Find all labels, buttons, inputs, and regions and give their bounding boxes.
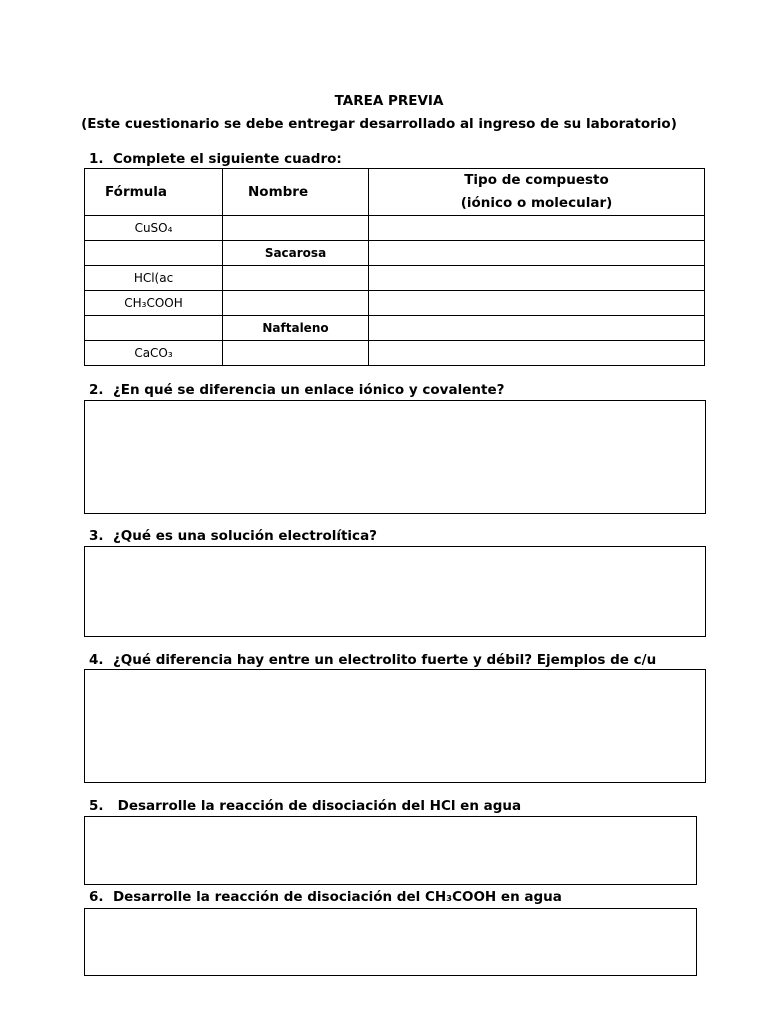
table-header-row: [85, 169, 705, 216]
formula-cell[interactable]: HCl(ac: [85, 266, 223, 291]
document-title: TAREA PREVIA: [334, 93, 444, 109]
table-row: [85, 341, 705, 366]
table-row: [85, 266, 705, 291]
tipo-cell[interactable]: [369, 291, 705, 316]
formula-cell[interactable]: [85, 241, 223, 266]
tipo-cell[interactable]: [369, 216, 705, 241]
nombre-cell[interactable]: [223, 216, 369, 241]
question-4: [89, 652, 656, 668]
table-row: [85, 291, 705, 316]
document-subtitle: (Este cuestionario se debe entregar desarrollado al ingreso de su laboratorio): [81, 116, 677, 132]
question-6-text: Desarrolle la reacción de disociación del CH₃COOH en agua: [112, 889, 562, 905]
answer-box-3[interactable]: [84, 546, 706, 637]
tipo-cell[interactable]: [369, 241, 705, 266]
question-1: [89, 151, 342, 167]
header-tipo-line1: Tipo de compuesto: [464, 172, 609, 188]
answer-box-2[interactable]: [84, 400, 706, 514]
header-tipo: [369, 169, 705, 216]
table-row: [85, 316, 705, 341]
answer-box-5[interactable]: [84, 816, 697, 885]
question-1-number: 1.: [89, 151, 104, 167]
nombre-cell[interactable]: Naftaleno: [223, 316, 369, 341]
formula-cell[interactable]: CaCO₃: [85, 341, 223, 366]
answer-box-6[interactable]: [84, 908, 697, 976]
formula-cell[interactable]: CuSO₄: [85, 216, 223, 241]
question-3: [89, 528, 377, 544]
nombre-cell[interactable]: [223, 341, 369, 366]
header-nombre: Nombre: [223, 169, 369, 216]
formula-cell[interactable]: [85, 316, 223, 341]
question-5-number: 5.: [89, 798, 104, 814]
nombre-cell[interactable]: [223, 266, 369, 291]
nombre-cell[interactable]: [223, 291, 369, 316]
question-2-text: ¿En qué se diferencia un enlace iónico y covalente?: [112, 382, 505, 398]
question-6: [89, 889, 562, 905]
question-5: [89, 798, 521, 814]
table-row: [85, 241, 705, 266]
header-formula: Fórmula: [85, 169, 223, 216]
question-2: [89, 382, 504, 398]
compound-table: [84, 168, 705, 366]
question-3-text: ¿Qué es una solución electrolítica?: [112, 528, 378, 544]
tipo-cell[interactable]: [369, 341, 705, 366]
question-4-number: 4.: [89, 652, 104, 668]
question-6-number: 6.: [89, 889, 104, 905]
table-row: [85, 216, 705, 241]
header-tipo-line2: (iónico o molecular): [460, 195, 613, 211]
question-1-text: Complete el siguiente cuadro:: [112, 151, 342, 167]
question-3-number: 3.: [89, 528, 104, 544]
question-4-text: ¿Qué diferencia hay entre un electrolito fuerte y débil? Ejemplos de c/u: [112, 652, 657, 668]
answer-box-4[interactable]: [84, 669, 706, 783]
tipo-cell[interactable]: [369, 316, 705, 341]
question-2-number: 2.: [89, 382, 104, 398]
formula-cell[interactable]: CH₃COOH: [85, 291, 223, 316]
tipo-cell[interactable]: [369, 266, 705, 291]
question-5-text: Desarrolle la reacción de disociación del HCl en agua: [117, 798, 522, 814]
nombre-cell[interactable]: Sacarosa: [223, 241, 369, 266]
